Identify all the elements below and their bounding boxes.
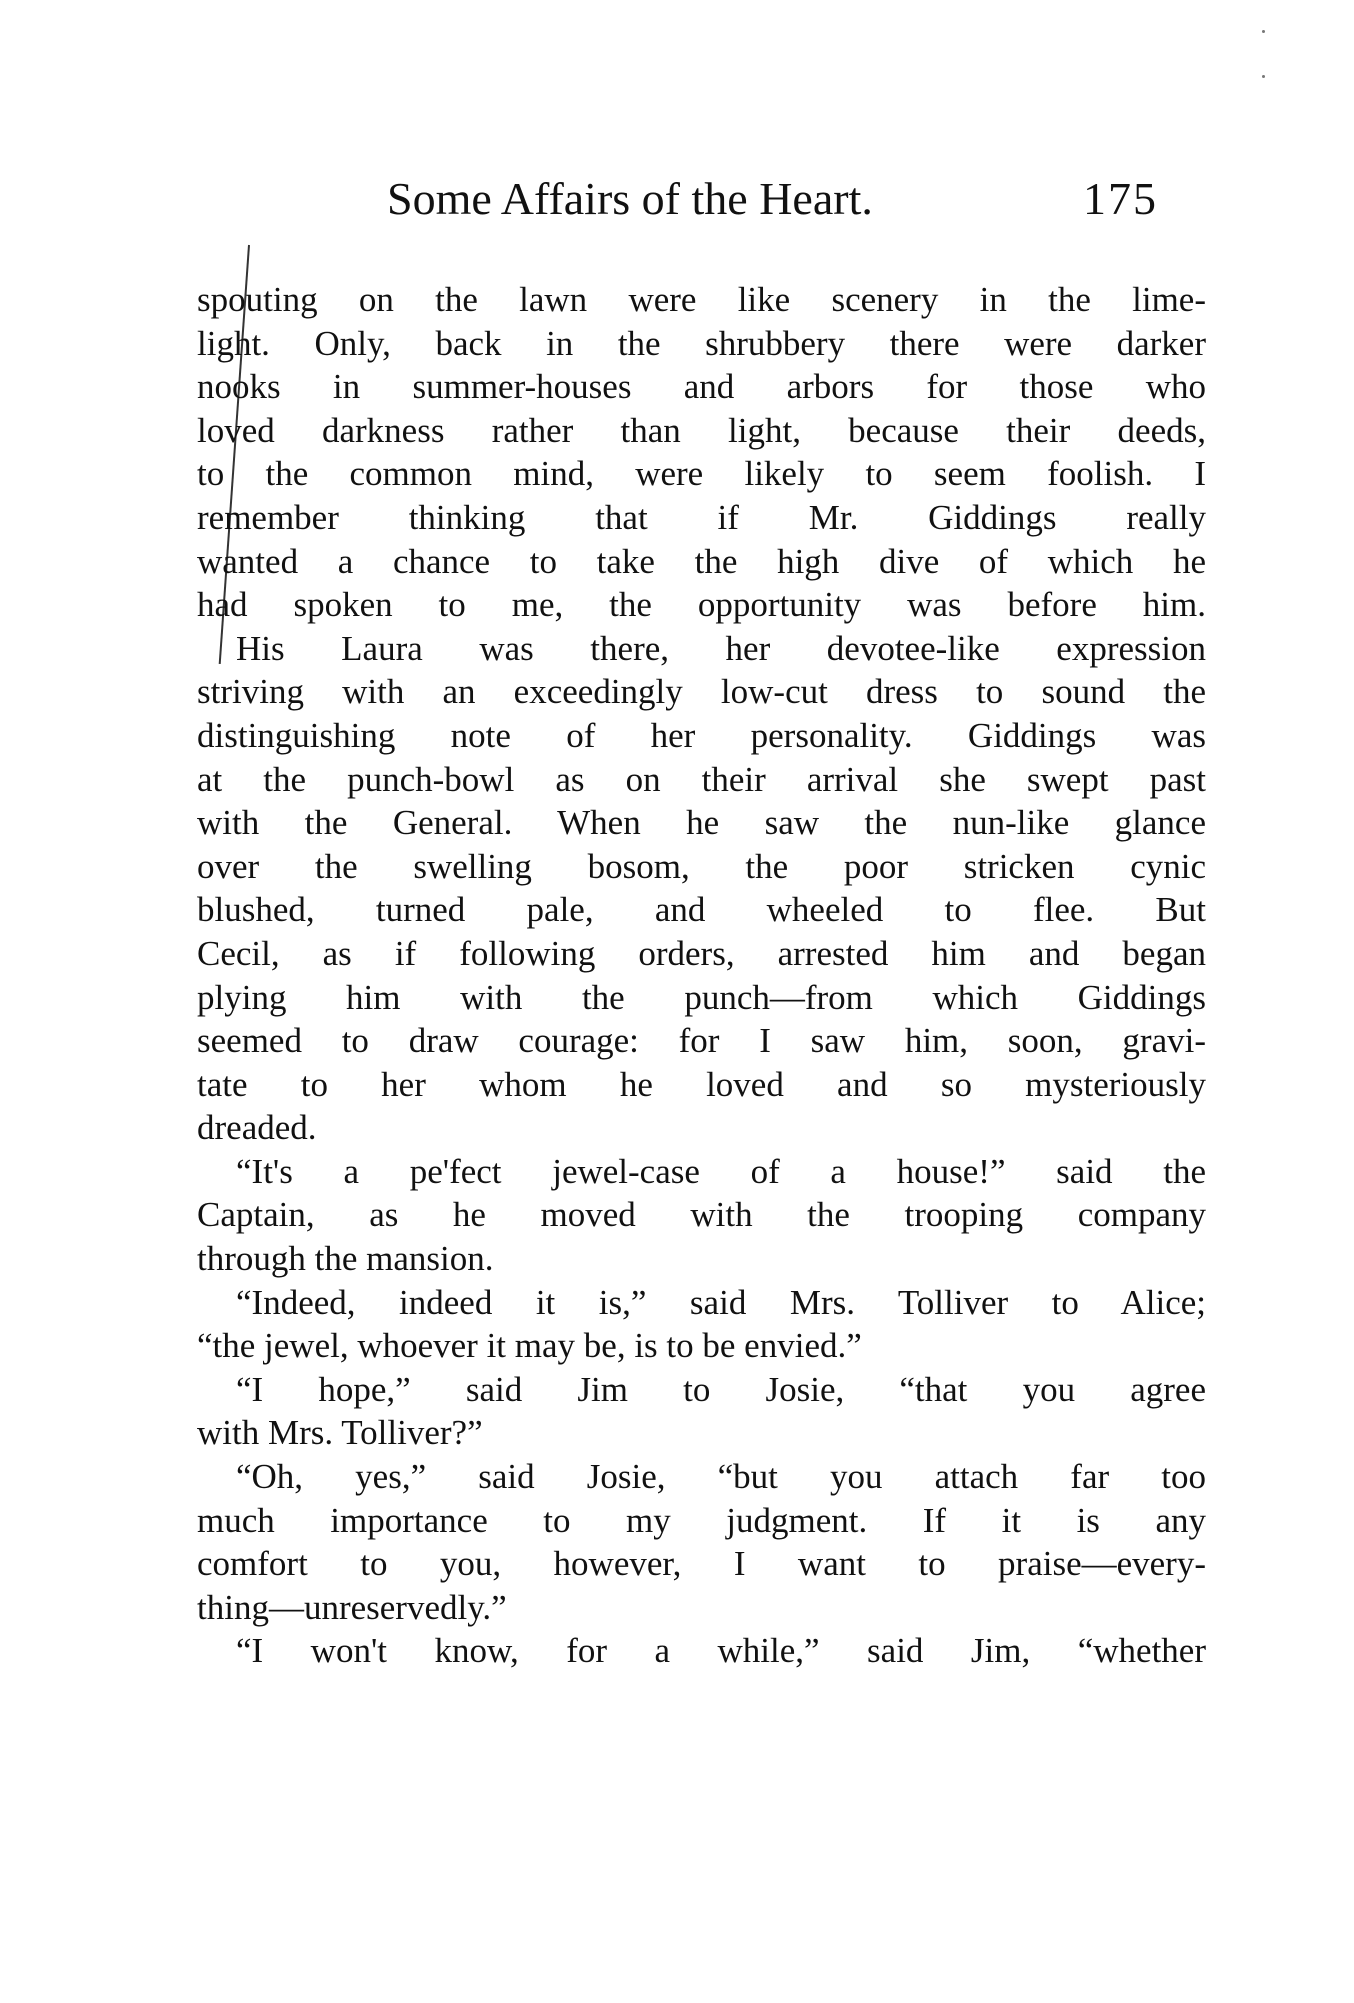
text-line: plying him with the punch—from which Giddings (197, 977, 1206, 1017)
text-line: “Indeed, indeed it is,” said Mrs. Tolliver to Alice; (236, 1282, 1206, 1322)
scan-speck (1262, 75, 1265, 78)
text-line: blushed, turned pale, and wheeled to flee. But (197, 890, 1206, 930)
text-line: at the punch-bowl as on their arrival she swept past (197, 759, 1206, 799)
text-line: over the swelling bosom, the poor stricken cynic (197, 846, 1206, 886)
text-line: “I won't know, for a while,” said Jim, “whether (236, 1631, 1206, 1671)
text-line: “It's a pe'fect jewel-case of a house!” said the (236, 1151, 1206, 1191)
text-line: “the jewel, whoever it may be, is to be envied.” (197, 1326, 862, 1366)
running-header (0, 172, 1354, 232)
text-line: with Mrs. Tolliver?” (197, 1413, 483, 1453)
text-line: tate to her whom he loved and so mysteriously (197, 1064, 1206, 1104)
running-title: Some Affairs of the Heart. (387, 173, 873, 224)
text-line: wanted a chance to take the high dive of which he (197, 541, 1206, 581)
text-line: seemed to draw courage: for I saw him, soon, gravi- (197, 1021, 1206, 1061)
text-line: light. Only, back in the shrubbery there were darker (197, 323, 1206, 363)
text-line: to the common mind, were likely to seem foolish. I (197, 454, 1206, 494)
text-line: remember thinking that if Mr. Giddings really (197, 497, 1206, 537)
text-line: comfort to you, however, I want to praise—every- (197, 1544, 1206, 1584)
text-line: much importance to my judgment. If it is any (197, 1500, 1206, 1540)
text-line: Captain, as he moved with the trooping company (197, 1195, 1206, 1235)
text-line: distinguishing note of her personality. Giddings was (197, 715, 1206, 755)
text-line: nooks in summer-houses and arbors for those who (197, 367, 1206, 407)
text-line: spouting on the lawn were like scenery in the lime- (197, 280, 1206, 319)
body-text (197, 278, 1206, 1673)
text-line: with the General. When he saw the nun-like glance (197, 803, 1206, 843)
text-line: His Laura was there, her devotee-like expression (236, 628, 1206, 668)
text-line: had spoken to me, the opportunity was before him. (197, 585, 1206, 625)
text-line: thing—unreservedly.” (197, 1587, 507, 1627)
text-line: Cecil, as if following orders, arrested him and began (197, 933, 1206, 973)
text-line: “Oh, yes,” said Josie, “but you attach far too (236, 1457, 1206, 1497)
text-line: striving with an exceedingly low-cut dress to sound the (197, 672, 1206, 712)
text-line: loved darkness rather than light, because their deeds, (197, 410, 1206, 450)
text-line: through the mansion. (197, 1239, 494, 1279)
scan-speck (1262, 30, 1265, 33)
text-line: “I hope,” said Jim to Josie, “that you agree (236, 1369, 1206, 1409)
page-number: 175 (1083, 173, 1158, 224)
text-line: dreaded. (197, 1108, 317, 1148)
